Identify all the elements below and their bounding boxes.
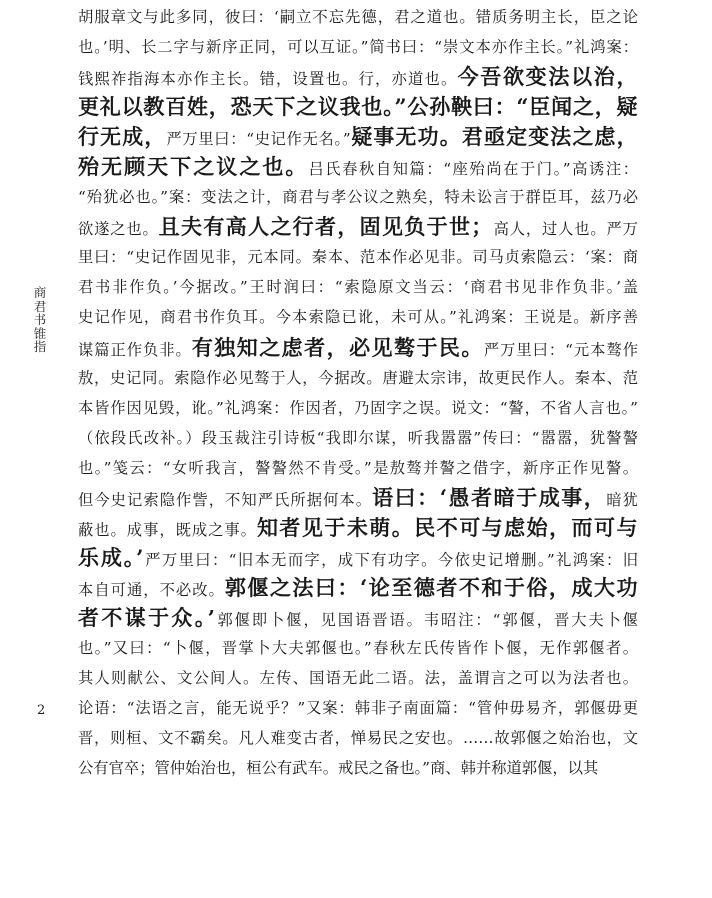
commentary-run: 暗犹 xyxy=(606,490,638,509)
commentary-run: （依段氏改补。）段玉裁注引诗板“我即尔谋，听我嚣嚣”传曰：“嚣嚣，犹謷謷 xyxy=(78,428,638,447)
commentary-run: 公有官卒；管仲始治也，桓公有武车。戒民之备也。”商、韩并称道郭偃，以其 xyxy=(78,759,599,778)
text-line xyxy=(78,573,638,603)
commentary-run: 里曰：“史记作固见非，元本同。秦本、范本作必见非。司马贞索隐云：‘案：商 xyxy=(78,248,638,267)
commentary-run: 也。’明、长二字与新序正同，可以互证。”简书曰：“崇文本亦作主长。”礼鸿案： xyxy=(78,38,638,57)
text-line xyxy=(78,333,638,363)
commentary-run: 欲遂之也。 xyxy=(78,220,159,239)
commentary-run: 严万里曰：“史记作无名。” xyxy=(166,130,351,149)
commentary-run: 吕氏春秋自知篇：“座殆尚在于门。”高诱注： xyxy=(308,160,638,179)
text-line xyxy=(78,152,638,182)
text-line xyxy=(78,633,638,663)
commentary-run: 论语：“法语之言，能无说乎？”又案：韩非子南面篇：“管仲毋易齐，郭偃毋更 xyxy=(78,699,638,718)
commentary-text-block xyxy=(78,2,638,892)
text-line xyxy=(78,603,638,633)
commentary-run: 蔽也。成事，既成之事。 xyxy=(78,520,257,539)
text-line xyxy=(78,483,638,513)
commentary-run: 钱熙祚指海本亦作主长。错，设置也。行，亦道也。 xyxy=(78,70,458,89)
running-header-book-title: 商君书锥指 xyxy=(33,285,47,354)
commentary-run: 严万里曰：“元本骜作 xyxy=(483,340,638,359)
text-line xyxy=(78,423,638,453)
commentary-run: 敖，史记同。索隐作必见骜于人，今据改。唐避太宗讳，故更民作人。秦本、范 xyxy=(78,368,638,387)
main-text-run: 乐成。’ xyxy=(78,544,144,570)
text-line xyxy=(78,272,638,302)
commentary-run: 谋篇正作负非。 xyxy=(78,340,192,359)
commentary-run: 胡服章文与此多同，彼曰：‘嗣立不忘先德，君之道也。错质务明主长，臣之论 xyxy=(78,8,638,26)
commentary-run: 晋，则桓、文不霸矣。凡人难变古者，惮易民之安也。……故郭偃之始治也，文 xyxy=(78,729,638,748)
text-line xyxy=(78,92,638,122)
main-text-run: 且夫有高人之行者，固见负于世； xyxy=(158,214,493,240)
text-line xyxy=(78,32,638,62)
main-text-run: 有独知之虑者，必见骜于民。 xyxy=(191,334,484,360)
main-text-run: 者不谋于众。’ xyxy=(78,604,216,630)
text-line xyxy=(78,302,638,332)
commentary-run: 其人则献公、文公间人。左传、国语无此二语。法，盖谓言之可以为法者也。 xyxy=(78,669,638,688)
text-line xyxy=(78,723,638,753)
main-text-run: 语曰：‘愚者暗于成事， xyxy=(372,484,607,510)
commentary-run: 严万里曰：“旧本无而字，成下有功字。今依史记增删。”礼鸿案：旧 xyxy=(143,550,638,569)
text-line xyxy=(78,212,638,242)
main-text-run: 行无成， xyxy=(78,124,167,150)
text-line xyxy=(78,122,638,152)
commentary-run: 高人，过人也。严万 xyxy=(492,220,638,239)
main-text-run: 郭偃之法曰：‘论至德者不和于俗，成大功 xyxy=(224,574,638,600)
text-line xyxy=(78,453,638,483)
commentary-run: 郭偃即卜偃，见国语晋语。韦昭注：“郭偃，晋大夫卜偃 xyxy=(215,610,638,629)
text-line xyxy=(78,2,638,32)
text-line xyxy=(78,753,638,783)
commentary-run: 本自可通，不必改。 xyxy=(78,580,225,599)
text-line xyxy=(78,513,638,543)
text-line xyxy=(78,182,638,212)
commentary-run: 史记作见，商君书作负耳。今本索隐已讹，未可从。”礼鸿案：王说是。新序善 xyxy=(78,308,638,327)
commentary-run: 君书非作负。’今据改。”王时润曰：“索隐原文当云：‘商君书见非作负非。’盖 xyxy=(78,278,638,297)
commentary-run: 也。”又曰：“卜偃，晋掌卜大夫郭偃也。”春秋左氏传皆作卜偃，无作郭偃者。 xyxy=(78,638,638,657)
main-text-run: 知者见于未萌。民不可与虑始，而可与 xyxy=(256,514,638,540)
page-number: 2 xyxy=(37,703,46,718)
text-line xyxy=(78,693,638,723)
main-text-run: 更礼以教百姓，恐天下之议我也。”公孙鞅曰：“臣闻之，疑 xyxy=(78,94,638,120)
text-line xyxy=(78,242,638,272)
commentary-run: 但今史记索隐作訾，不知严氏所据何本。 xyxy=(78,490,373,509)
text-line xyxy=(78,62,638,92)
text-line xyxy=(78,543,638,573)
commentary-run: 本皆作因见毁，讹。”礼鸿案：作因者，乃固字之误。说文：“謷，不省人言也。” xyxy=(78,398,638,417)
main-text-run: 今吾欲变法以治， xyxy=(457,64,638,90)
main-text-run: 疑事无功。君亟定变法之虑， xyxy=(350,124,638,150)
text-line xyxy=(78,663,638,693)
main-text-run: 殆无顾天下之议之也。 xyxy=(78,154,309,180)
commentary-run: “殆犹必也。”案：变法之计，商君与孝公议之熟矣，特未讼言于群臣耳，兹乃必 xyxy=(78,188,638,207)
text-line xyxy=(78,393,638,423)
text-line xyxy=(78,363,638,393)
commentary-run: 也。”笺云：“女听我言，謷謷然不肯受。”是敖骜并謷之借字，新序正作见謷。 xyxy=(78,458,638,477)
